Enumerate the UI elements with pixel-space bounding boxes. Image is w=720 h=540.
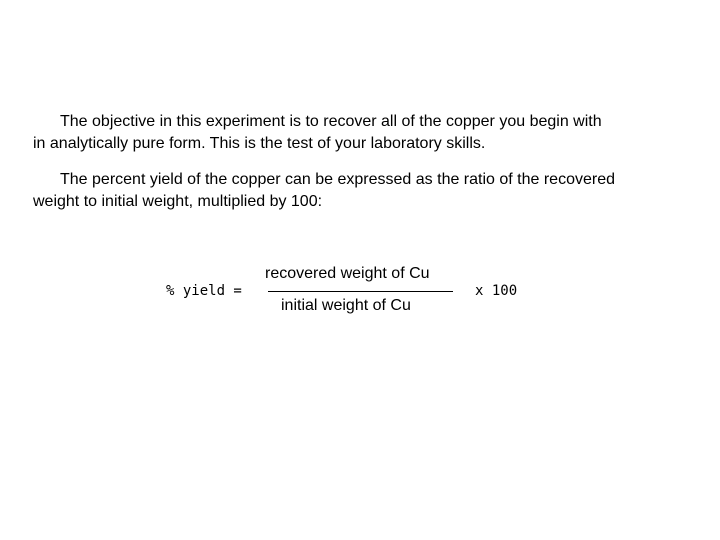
formula-label: % yield = bbox=[166, 283, 242, 299]
paragraph-line: weight to initial weight, multiplied by 100: bbox=[33, 193, 323, 210]
formula-numerator: recovered weight of Cu bbox=[265, 265, 430, 282]
formula-multiplier: x 100 bbox=[475, 283, 518, 299]
paragraph-line: in analytically pure form. This is the test of your laboratory skills. bbox=[33, 135, 486, 152]
paragraph-line: The objective in this experiment is to recover all of the copper you begin with bbox=[60, 113, 602, 130]
paragraph-percent-yield bbox=[33, 169, 693, 213]
paragraph-objective bbox=[33, 111, 693, 155]
formula-denominator: initial weight of Cu bbox=[281, 297, 411, 314]
fraction-bar bbox=[268, 291, 453, 292]
paragraph-line: The percent yield of the copper can be expressed as the ratio of the recovered bbox=[60, 171, 615, 188]
